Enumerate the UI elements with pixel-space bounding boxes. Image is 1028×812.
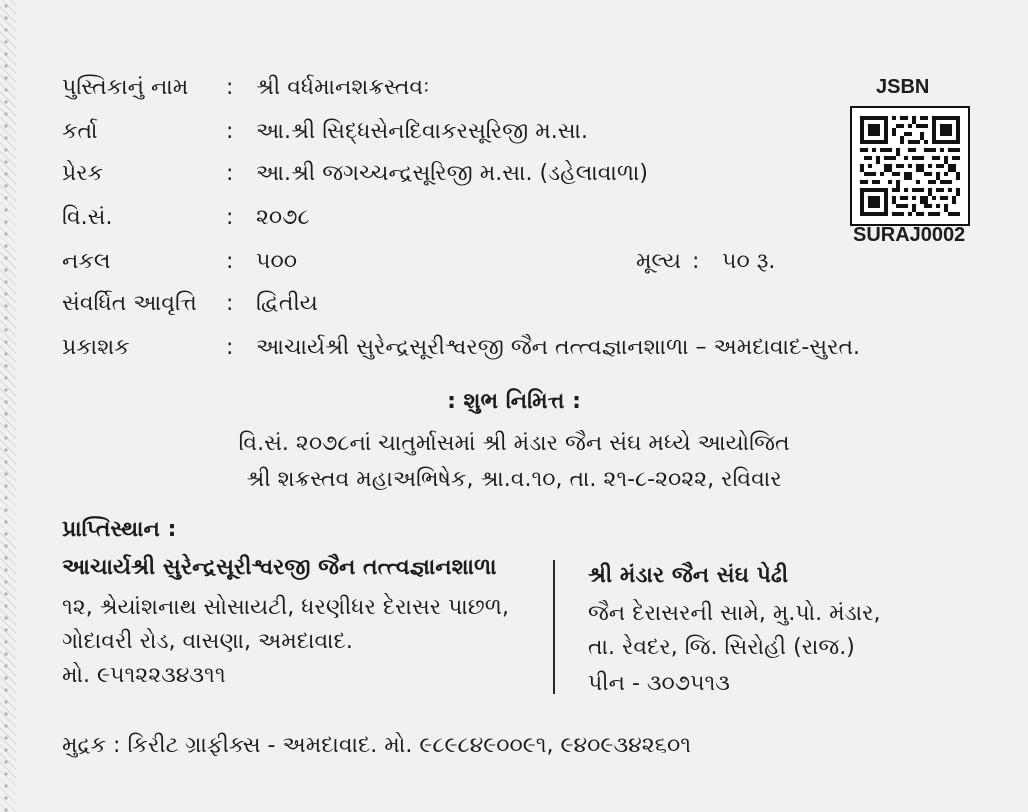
edition-label: સંવર્ધિત આવૃત્તિ xyxy=(62,291,197,316)
qr-code-icon xyxy=(860,116,960,216)
year: ૨૦૭૮ xyxy=(256,205,310,230)
booklet-name: શ્રી વર્ધમાનશક્રસ્તવઃ xyxy=(256,75,430,100)
right-store-pin: પીન - ૩૦૭૫૧૩ xyxy=(588,671,730,696)
copies: ૫૦૦ xyxy=(256,249,297,274)
left-store-phone: મો. ૯૫૧૨૨૩૪૩૧૧ xyxy=(62,663,226,688)
right-store-address-2: તા. રેવદર, જિ. સિરોહી (રાજ.) xyxy=(588,635,855,660)
author-label: કર્તા xyxy=(62,119,98,144)
author: આ.શ્રી સિદ્ધસેનદિવાકરસૂરિજી મ.સા. xyxy=(256,119,588,144)
inspirer: આ.શ્રી જગચ્ચન્દ્રસૂરિજી મ.સા. (ડહેલાવાળા) xyxy=(256,161,649,186)
left-store-name: આચાર્યશ્રી સુરેન્દ્રસૂરીશ્વરજી જૈન તત્ત્વજ્ઞાનશાળા xyxy=(62,555,497,580)
jsbn-code: SURAJ0002 xyxy=(853,224,966,246)
right-store-name: શ્રી મંડાર જૈન સંઘ પેઢી xyxy=(588,563,789,588)
left-store-address-1: ૧૨, શ્રેયાંશનાથ સોસાયટી, ધરણીધર દેરાસર પાછળ, xyxy=(62,595,509,620)
colon: : xyxy=(226,205,234,230)
edition: દ્વિતીય xyxy=(256,291,318,316)
copies-label: નકલ xyxy=(62,249,111,274)
price: ૫૦ રૂ. xyxy=(722,249,776,274)
colon: : xyxy=(226,75,234,100)
colon: : xyxy=(226,249,234,274)
colon: : xyxy=(226,119,234,144)
jsbn-title: JSBN xyxy=(876,76,930,98)
inspirer-label: પ્રેરક xyxy=(62,161,104,186)
occasion-line-1: વિ.સં. ૨૦૭૮નાં ચાતુર્માસમાં શ્રી મંડાર જૈન સંઘ મધ્યે આયોજિત xyxy=(238,431,790,456)
occasion-heading: : શુભ નિમિત્ત : xyxy=(447,389,581,414)
right-store-address-1: જૈન દેરાસરની સામે, મુ.પો. મંડાર, xyxy=(588,601,881,626)
colon: : xyxy=(692,249,700,274)
year-label: વિ.સં. xyxy=(62,205,113,230)
colon: : xyxy=(226,291,234,316)
occasion-line-2: શ્રી શક્રસ્તવ મહાઅભિષેક, શ્રા.વ.૧૦, તા. ૨૧-૮-૨૦૨૨, રવિવાર xyxy=(246,467,782,492)
qr-code xyxy=(850,106,970,226)
availability-heading: પ્રાપ્તિસ્થાન : xyxy=(62,517,177,542)
printer-line: મુદ્રક : કિરીટ ગ્રાફીક્સ - અમદાવાદ. મો. ૯૮૯૮૪૯૦૦૯૧, ૯૪૦૯૩૪૨૬૦૧ xyxy=(62,733,691,758)
publisher: આચાર્યશ્રી સુરેન્દ્રસૂરીશ્વરજી જૈન તત્ત્વજ્ઞાનશાળા – અમદાવાદ-સુરત. xyxy=(256,335,861,360)
publisher-label: પ્રકાશક xyxy=(62,335,130,360)
column-divider xyxy=(553,560,555,694)
left-store-address-2: ગોદાવરી રોડ, વાસણા, અમદાવાદ. xyxy=(62,629,353,654)
colon: : xyxy=(226,335,234,360)
booklet-name-label: પુસ્તિકાનું નામ xyxy=(62,75,189,100)
price-label: મૂલ્ય xyxy=(636,249,681,274)
colon: : xyxy=(226,161,234,186)
